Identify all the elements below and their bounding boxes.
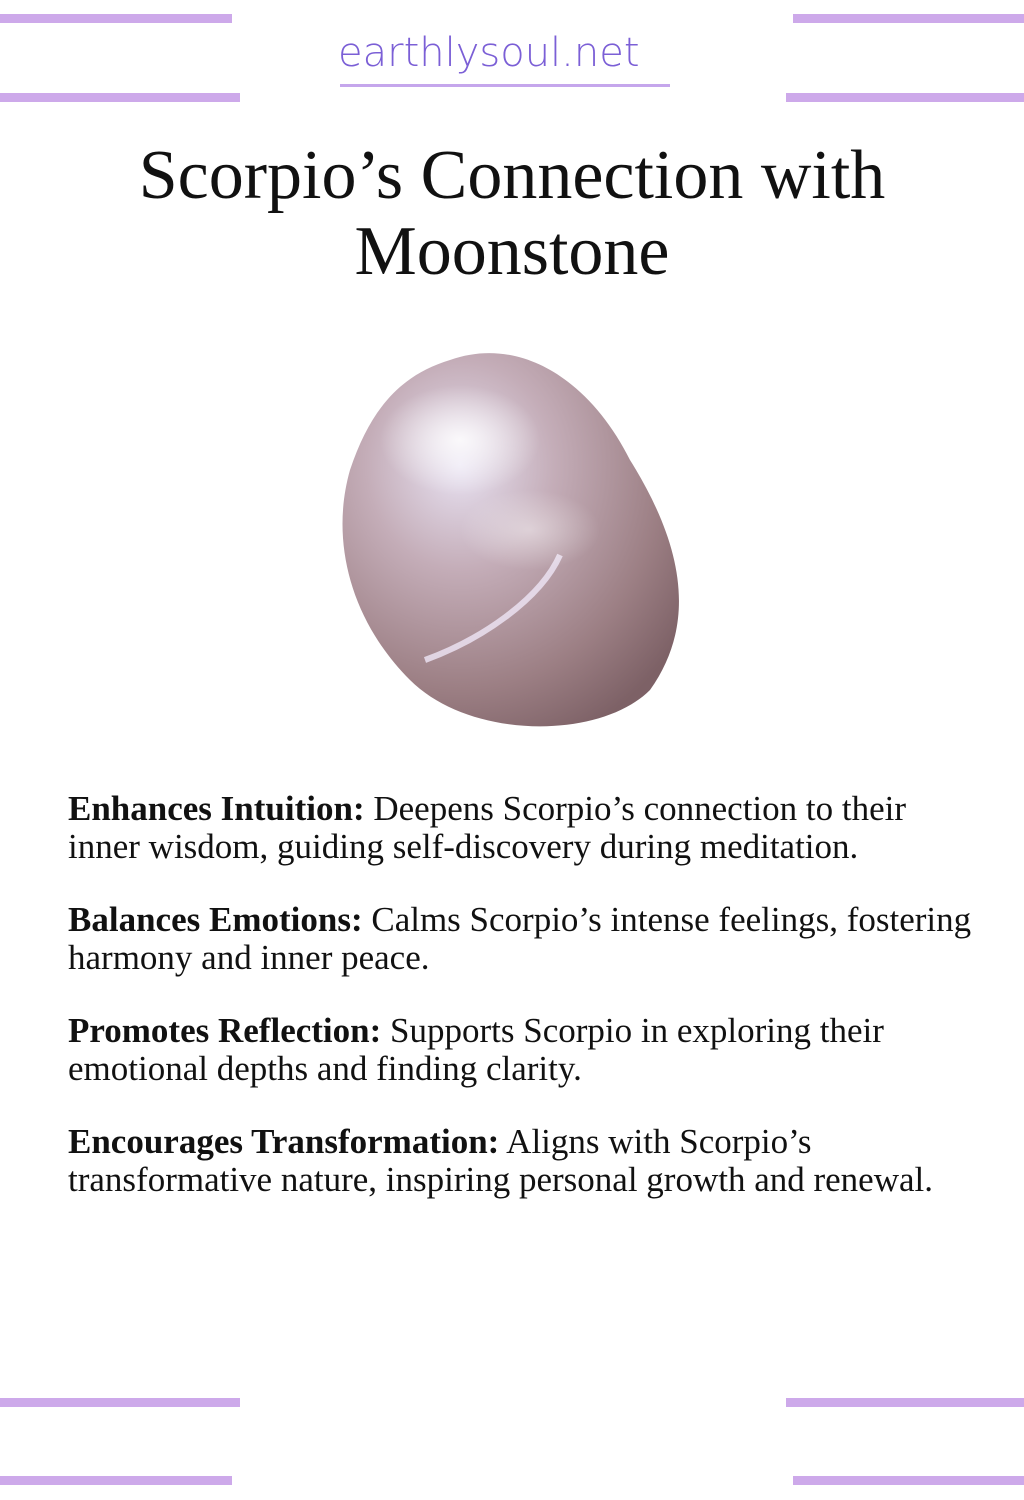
benefit-text: Deepens Scorpio’s connection to their inner wisdom, guiding self-discovery during meditation. [68,789,907,866]
benefit-label: Promotes Reflection: [68,1011,382,1050]
site-logo [338,30,688,90]
decorative-bar [0,1398,240,1407]
benefits-list [68,790,978,1234]
benefit-item [68,901,978,976]
benefit-label: Enhances Intuition: [68,789,365,828]
decorative-bar [0,93,240,102]
moonstone-image [330,340,700,740]
decorative-bar [0,1476,232,1485]
benefit-item [68,1012,978,1087]
benefit-item [68,1123,978,1198]
decorative-bar [786,93,1024,102]
benefit-label: Balances Emotions: [68,900,363,939]
decorative-bar [0,14,232,23]
benefit-text: Supports Scorpio in exploring their emotional depths and finding clarity. [68,1011,884,1088]
decorative-bar [793,1476,1024,1485]
benefit-text: Aligns with Scorpio’s transformative nature, inspiring personal growth and renewal. [68,1122,934,1199]
title-line-1: Scorpio’s Connection with [138,137,886,214]
decorative-bar [786,1398,1024,1407]
logo-underline [340,84,670,87]
page-title [0,138,1024,290]
logo-text: earthlysoul.net [338,30,640,76]
benefit-text: Calms Scorpio’s intense feelings, fostering harmony and inner peace. [68,900,972,977]
title-line-2: Moonstone [354,213,670,290]
benefit-label: Encourages Transformation: [68,1122,500,1161]
decorative-bar [793,14,1024,23]
benefit-item [68,790,978,865]
